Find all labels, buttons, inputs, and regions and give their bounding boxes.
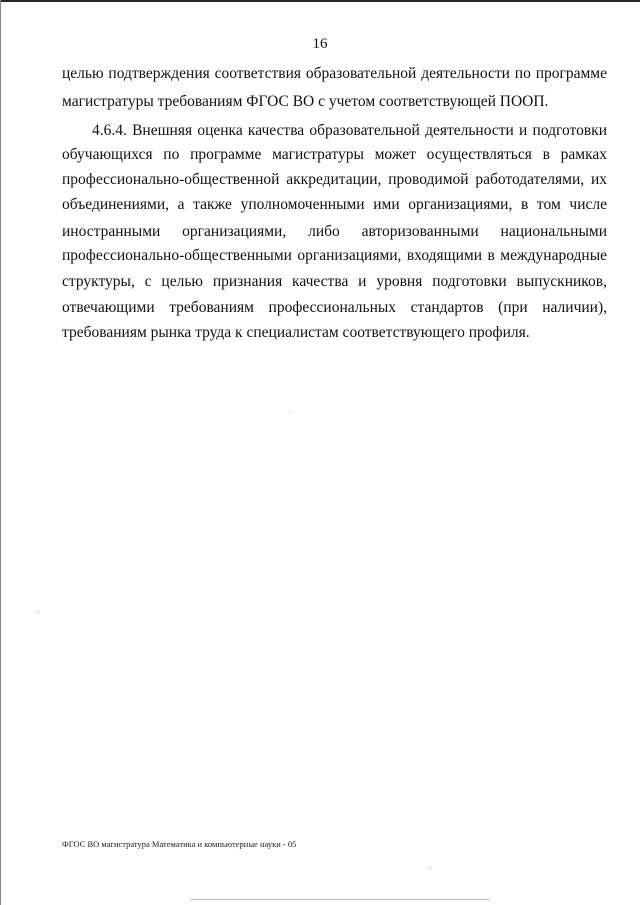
paragraph-2-line-4: объединениями, а также уполномоченными ими организациями, в том числе [62, 196, 607, 213]
paragraph-2-line-8: отвечающими требованиям профессиональных стандартов (при наличии), [62, 299, 607, 316]
footer-note: ФГОС ВО магистратура Математика и компьютерные науки - 05 [62, 839, 297, 849]
paragraph-2-line-2: обучающихся по программе магистратуры может осуществляться в рамках [62, 146, 607, 163]
paragraph-2-line-6: профессионально-общественными организациями, входящими в международные [62, 247, 607, 264]
paragraph-2-line-9: требованиям рынка труда к специалистам соответствующего профиля. [62, 324, 530, 341]
scan-edge-top [0, 0, 640, 2]
paragraph-1-line-1: целью подтверждения соответствия образовательной деятельности по программе [62, 65, 607, 82]
scan-edge-left [0, 0, 1, 905]
scan-speck [290, 412, 291, 413]
paragraph-2-line-7: структуры, с целью признания качества и уровня подготовки выпускников, [62, 273, 607, 290]
scan-speck [38, 612, 39, 613]
paragraph-1-line-2: магистратуры требованиям ФГОС ВО с учетом соответствующей ПООП. [62, 93, 549, 110]
paragraph-2-line-5: иностранными организациями, либо авторизованными национальными [62, 223, 607, 240]
scan-edge-bottom [190, 899, 490, 900]
scan-speck [430, 868, 431, 869]
page-number: 16 [312, 36, 328, 52]
paragraph-2-line-3: профессионально-общественной аккредитации, проводимой работодателями, их [62, 171, 607, 188]
paragraph-2-line-1: 4.6.4. Внешняя оценка качества образовательной деятельности и подготовки [92, 122, 607, 139]
